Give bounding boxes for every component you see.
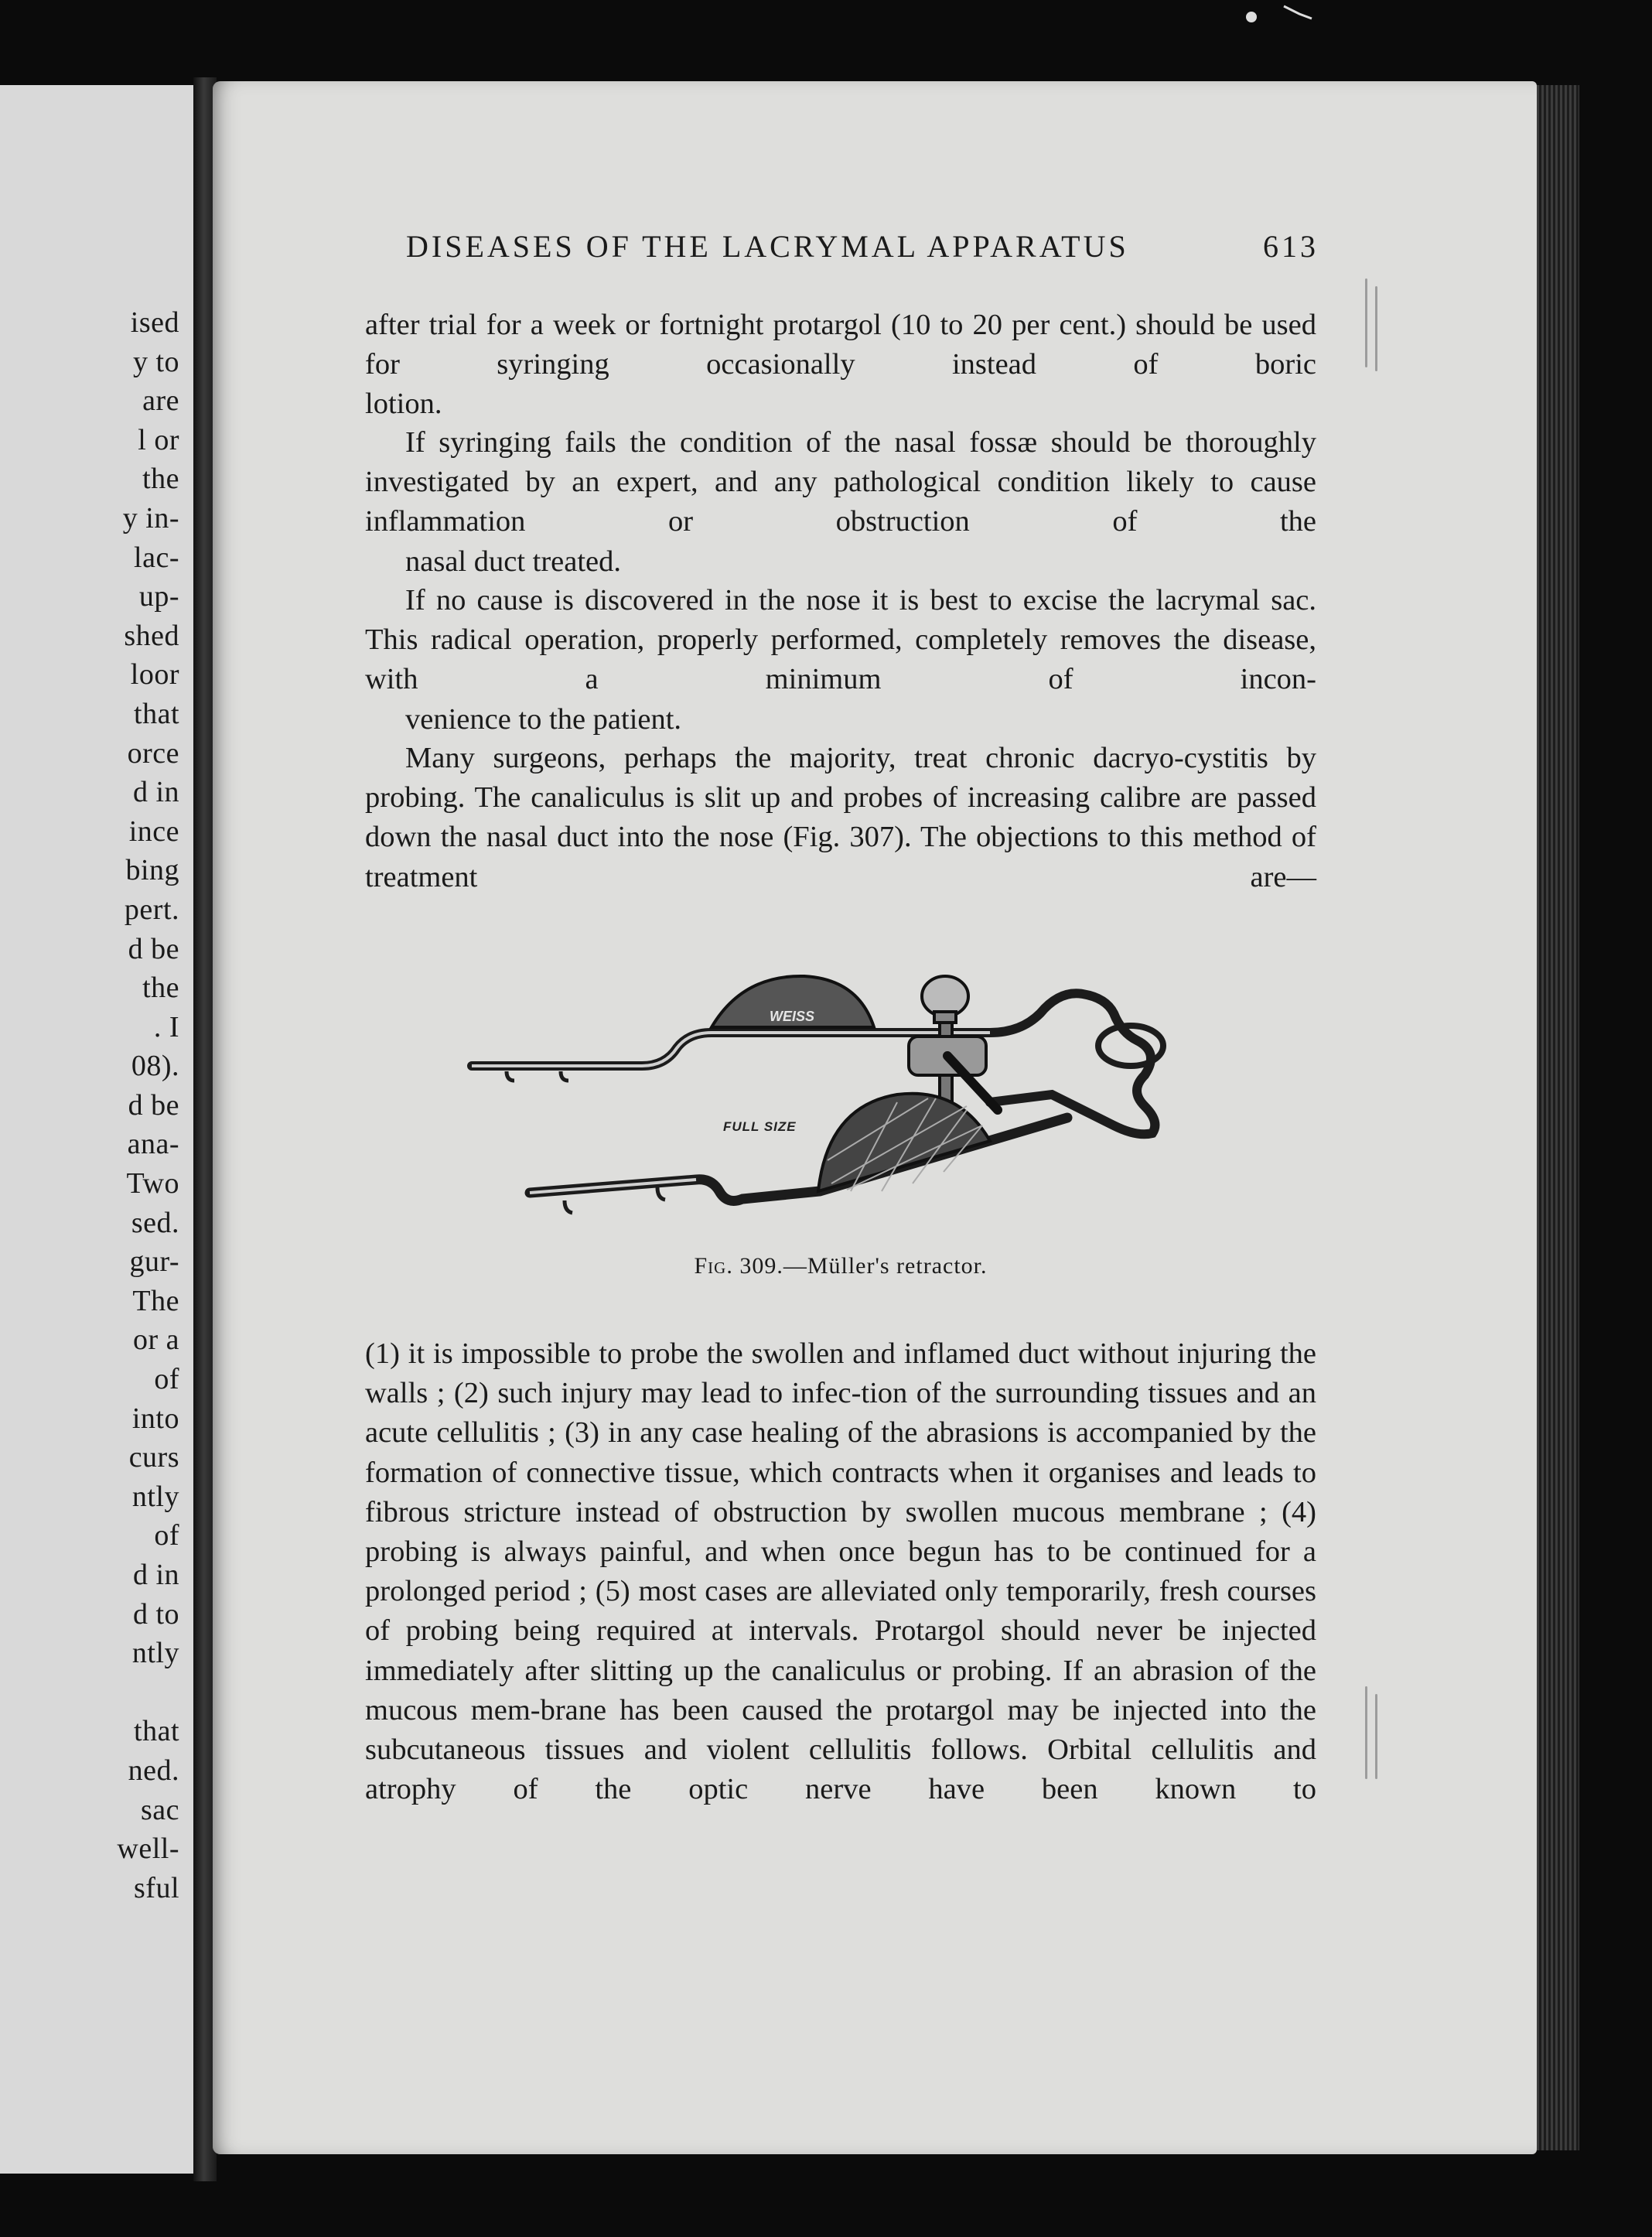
facing-page-fragment — [0, 85, 198, 2174]
facing-page-line: of — [154, 1519, 179, 1552]
facing-page-line: The — [132, 1284, 179, 1317]
thumb-screw — [909, 976, 998, 1110]
facing-page-line: y to — [132, 345, 179, 378]
facing-page-line: d to — [132, 1597, 179, 1631]
facing-page-line: that — [134, 1715, 179, 1748]
facing-page-line: d in — [132, 1559, 179, 1591]
page-edges — [1537, 85, 1579, 2150]
body-paragraph-4: Many surgeons, perhaps the majority, treat chronic dacryo-cystitis by probing. The canaliculus is slit up and probes of increasing calibre are passed down the nasal duct into the nose (Fig. 307). The objections to this method of treatment are— — [365, 742, 1316, 893]
margin-pencil-mark — [1375, 1694, 1377, 1779]
full-size-label: FULL SIZE — [723, 1119, 797, 1134]
facing-page-line: ned. — [128, 1754, 179, 1787]
facing-page-line: ised — [130, 306, 179, 339]
facing-page-line — [2, 1673, 179, 1713]
retractor-lower-arm — [530, 1118, 1067, 1213]
facing-page-line: lac- — [134, 541, 179, 574]
figure-caption-text: —Müller's retractor. — [783, 1253, 988, 1279]
facing-page-line: pert. — [124, 893, 179, 926]
facing-page-line: Two — [126, 1167, 179, 1200]
facing-page-line: ntly — [131, 1637, 179, 1670]
facing-page-line: ana- — [127, 1128, 179, 1161]
facing-page-line: sac — [140, 1793, 179, 1826]
body-paragraph-5: (1) it is impossible to probe the swollen and inflamed duct without injuring the walls ; (2) such injury may lead to infec-tion of the surrounding tissues and an acute cellulitis ; (3) in any case healing of the abrasions is accompanied by the formation of connective tissue, which contracts when it organises and leads to fibrous stricture instead of obstruction by swollen mucous membrane ; (4) probing is always painful, and when once begun has to be continued for a prolonged period ; (5) most cases are alleviated only temporarily, fresh courses of probing being required at intervals. Protargol should never be injected immediately after slitting up the canaliculus or probing. If an abrasion of the mucous mem-brane has been caused the protargol may be injected into the subcutaneous tissues and violent cellulitis follows. Orbital cellulitis and atrophy of the optic nerve have been known to — [365, 1337, 1316, 1806]
facing-page-line: l or — [138, 423, 179, 456]
facing-page-line: d be — [128, 1088, 179, 1122]
facing-page-line: the — [142, 463, 179, 496]
facing-page-line: loor — [130, 658, 179, 692]
facing-page-line: or a — [132, 1323, 179, 1357]
facing-page-line: of — [154, 1363, 179, 1396]
facing-page-line: well- — [117, 1832, 179, 1866]
scan-corner-marks — [1237, 0, 1330, 31]
facing-page-line: sed. — [131, 1206, 179, 1239]
body-paragraph-2: If syringing fails the condition of the nasal fossæ should be thoroughly investigated by an expert, and any pathological condition likely to cause inflammation or obstruction of the nasal duct treated. — [365, 426, 1316, 578]
page-number: 613 — [1263, 229, 1319, 264]
margin-pencil-mark — [1365, 1686, 1367, 1779]
facing-page-line: shed — [124, 619, 179, 652]
facing-page-line: orce — [127, 736, 179, 770]
running-head — [406, 228, 1319, 265]
facing-page-line: bing — [125, 854, 179, 887]
weiss-stamp: WEISS — [770, 1009, 815, 1024]
serrated-blade — [818, 1094, 990, 1191]
facing-page-line: into — [131, 1402, 179, 1435]
facing-page-line: ince — [128, 815, 179, 848]
facing-page-line: . I — [153, 1010, 179, 1043]
facing-page-line: are — [142, 384, 179, 418]
facing-page-line: y in- — [122, 501, 179, 534]
figure-number: Fig. 309. — [694, 1253, 783, 1279]
facing-page-line: that — [134, 697, 179, 730]
facing-page-line: sful — [134, 1871, 179, 1904]
facing-page-line: the — [142, 972, 179, 1005]
retractor-illustration — [464, 959, 1222, 1245]
facing-page-line: ntly — [131, 1480, 179, 1513]
facing-page-line: gur- — [129, 1245, 179, 1279]
margin-pencil-mark — [1375, 286, 1377, 371]
margin-pencil-mark — [1365, 278, 1367, 367]
facing-page-line: d in — [132, 776, 179, 809]
facing-page-line: up- — [138, 580, 179, 613]
facing-page-line: curs — [128, 1441, 179, 1474]
body-paragraph-1: after trial for a week or fortnight protargol (10 to 20 per cent.) should be used for syringing occasionally instead of boric lotion. — [365, 309, 1316, 421]
figure-caption — [365, 1253, 1316, 1279]
running-head-title: DISEASES OF THE LACRYMAL APPARATUS — [406, 229, 1129, 264]
facing-page-line: d be — [128, 932, 179, 965]
facing-page-line: 08). — [131, 1050, 179, 1083]
facing-page-text — [2, 303, 179, 1907]
body-paragraph-3: If no cause is discovered in the nose it is best to excise the lacrymal sac. This radical operation, properly performed, completely removes the disease, with a minimum of incon- venience to the patient. — [365, 584, 1316, 736]
